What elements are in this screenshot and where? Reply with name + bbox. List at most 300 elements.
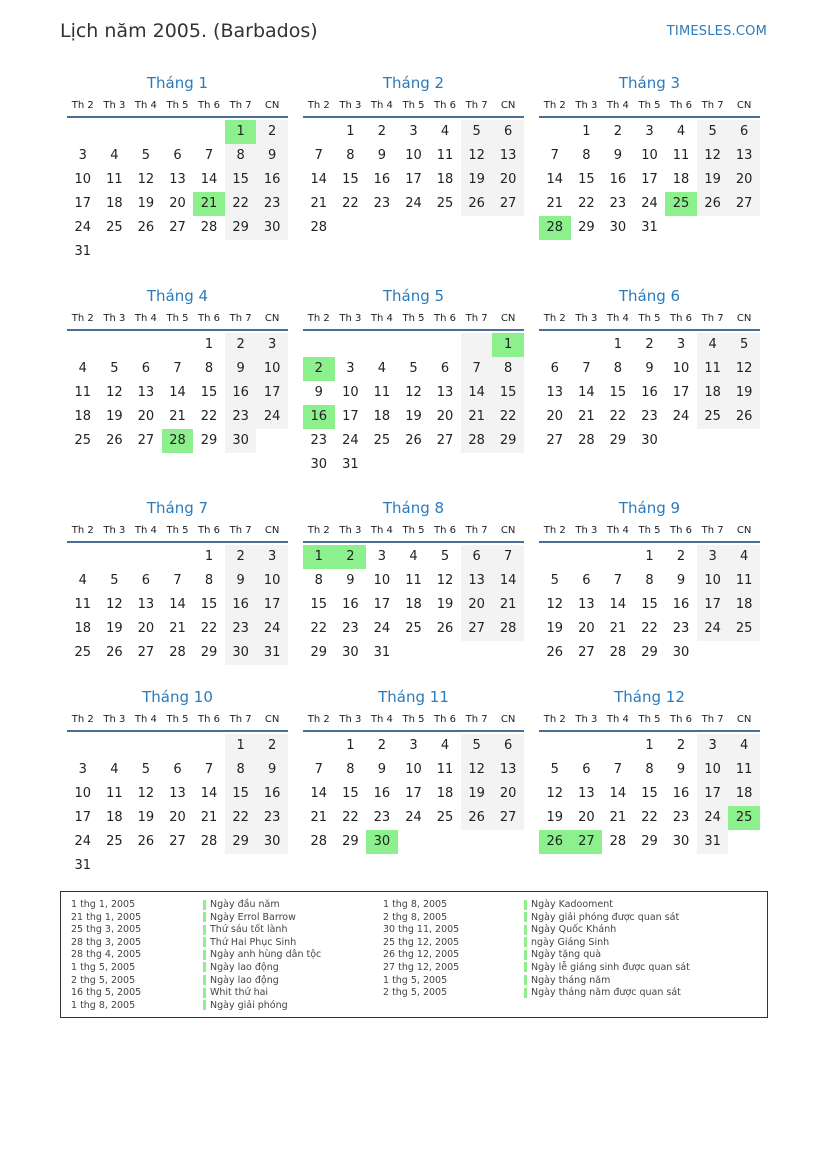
month-calendar — [67, 285, 288, 453]
holiday-name: Ngày Errol Barrow — [210, 911, 296, 923]
month-title: Tháng 2 — [382, 74, 445, 92]
holiday-day-cell: 25 — [665, 192, 697, 216]
calendar-week — [67, 405, 288, 429]
weekday-label: Th 6 — [198, 313, 221, 324]
holiday-marker — [203, 937, 206, 947]
weekday-label: Th 4 — [606, 313, 629, 324]
day-cell: 14 — [169, 597, 186, 612]
weekend-day-cell: 20 — [728, 168, 760, 192]
calendar-week — [303, 734, 524, 758]
weekend-day-cell: 28 — [461, 429, 493, 453]
page-title: Lịch năm 2005. (Barbados) — [60, 20, 318, 42]
calendar-week — [303, 120, 524, 144]
weekday-label: Th 3 — [103, 714, 126, 725]
calendar-week — [67, 240, 288, 264]
day-cell: 15 — [578, 172, 595, 187]
empty-day-cell — [461, 333, 493, 357]
day-cell: 19 — [137, 196, 155, 211]
holiday-marker — [203, 925, 206, 935]
empty-day-cell — [429, 216, 461, 240]
weekday-header — [303, 521, 524, 543]
day-cell: 22 — [342, 810, 359, 825]
day-cell: 21 — [546, 196, 564, 211]
holiday-marker — [203, 950, 206, 960]
weekend-day-cell: 13 — [492, 758, 524, 782]
holiday-date: 25 thg 12, 2005 — [383, 936, 460, 948]
weekend-day-cell: 2 — [225, 333, 257, 357]
weekday-label: Th 5 — [166, 525, 189, 536]
calendar-week — [303, 333, 524, 357]
calendar-week — [303, 806, 524, 830]
holiday-marker — [524, 937, 527, 947]
calendar-week — [303, 168, 524, 192]
empty-day-cell — [366, 333, 398, 357]
day-cell: 9 — [676, 573, 686, 588]
weekday-label: CN — [736, 100, 752, 111]
day-cell: 5 — [550, 573, 559, 588]
holiday-day-cell: 28 — [539, 216, 571, 240]
day-cell: 9 — [377, 762, 387, 777]
calendar-week — [539, 545, 760, 569]
day-cell: 19 — [546, 810, 564, 825]
weekday-label: Th 2 — [71, 525, 94, 536]
weekday-label: Th 2 — [543, 100, 566, 111]
day-cell: 9 — [314, 385, 323, 400]
day-cell: 12 — [106, 385, 123, 400]
calendar-week — [539, 641, 760, 665]
day-cell: 11 — [672, 148, 690, 163]
calendar-week — [67, 806, 288, 830]
day-cell: 12 — [137, 172, 155, 187]
day-cell: 18 — [436, 172, 454, 187]
day-cell: 21 — [310, 196, 328, 211]
day-cell: 25 — [405, 621, 422, 636]
empty-day-cell — [99, 545, 131, 569]
holiday-day-cell: 25 — [728, 806, 760, 830]
holiday-entry — [203, 912, 321, 925]
weekday-label: Th 3 — [103, 100, 126, 111]
day-cell: 28 — [200, 834, 218, 849]
day-cell: 25 — [74, 645, 92, 660]
day-cell: 19 — [106, 409, 123, 424]
day-cell: 22 — [342, 196, 359, 211]
weekday-label: Th 6 — [434, 313, 457, 324]
calendar-week — [303, 593, 524, 617]
day-cell: 14 — [578, 385, 595, 400]
weekday-label: Th 3 — [103, 313, 126, 324]
calendar-week — [539, 333, 760, 357]
empty-day-cell — [461, 641, 493, 665]
day-cell: 9 — [645, 361, 654, 376]
holiday-day-cell: 27 — [571, 830, 603, 854]
day-cell: 28 — [169, 645, 186, 660]
empty-day-cell — [225, 854, 257, 878]
day-cell: 5 — [409, 361, 418, 376]
day-cell: 9 — [346, 573, 355, 588]
holiday-day-cell: 1 — [303, 545, 335, 569]
calendar-week — [67, 216, 288, 240]
holiday-name: Ngày giải phóng — [210, 999, 288, 1011]
weekend-day-cell: 17 — [697, 593, 729, 617]
holiday-entry — [203, 962, 321, 975]
weekday-label: Th 6 — [670, 100, 693, 111]
day-cell: 20 — [546, 409, 564, 424]
weekend-day-cell: 6 — [461, 545, 493, 569]
day-cell: 15 — [200, 385, 218, 400]
day-cell: 6 — [141, 573, 151, 588]
day-cell: 21 — [200, 810, 218, 825]
day-cell: 6 — [173, 148, 182, 163]
weekend-day-cell: 19 — [697, 168, 729, 192]
day-cell: 14 — [609, 786, 627, 801]
day-cell: 16 — [609, 172, 627, 187]
day-cell: 29 — [342, 834, 359, 849]
day-cell: 31 — [342, 457, 359, 472]
weekday-label: Th 2 — [71, 714, 94, 725]
day-cell: 4 — [110, 762, 119, 777]
day-cell: 1 — [204, 337, 214, 352]
weekday-label: CN — [736, 525, 752, 536]
day-cell: 29 — [641, 645, 658, 660]
empty-day-cell — [130, 333, 162, 357]
weekend-day-cell: 15 — [492, 381, 524, 405]
holiday-name: Ngày lao động — [210, 961, 279, 973]
day-cell: 11 — [106, 786, 123, 801]
day-cell: 8 — [204, 361, 214, 376]
day-cell: 3 — [78, 148, 87, 163]
weekend-day-cell: 9 — [256, 144, 288, 168]
calendar-week — [539, 429, 760, 453]
day-cell: 1 — [613, 337, 623, 352]
weekday-label: Th 5 — [402, 313, 425, 324]
calendar-week — [67, 569, 288, 593]
day-cell: 4 — [676, 124, 686, 139]
weekend-day-cell: 27 — [492, 806, 524, 830]
day-cell: 4 — [409, 549, 418, 564]
empty-day-cell — [697, 216, 729, 240]
weekend-day-cell: 16 — [256, 782, 288, 806]
calendar-week — [539, 830, 760, 854]
day-cell: 22 — [200, 409, 218, 424]
day-cell: 13 — [578, 786, 595, 801]
weekend-day-cell: 3 — [697, 734, 729, 758]
empty-day-cell — [99, 854, 131, 878]
holiday-names-right — [524, 899, 690, 1000]
weekday-label: Th 4 — [606, 525, 629, 536]
holiday-name: Ngày Quốc Khánh — [531, 924, 617, 936]
weekend-day-cell: 13 — [492, 144, 524, 168]
day-cell: 29 — [310, 645, 328, 660]
day-cell: 5 — [110, 361, 119, 376]
day-cell: 12 — [546, 786, 564, 801]
day-cell: 17 — [74, 196, 92, 211]
holiday-names-left — [203, 899, 321, 1012]
day-cell: 17 — [373, 597, 391, 612]
day-cell: 8 — [645, 573, 654, 588]
holiday-name: Ngày lao động — [210, 974, 279, 986]
day-cell: 26 — [106, 645, 123, 660]
calendar-week — [539, 593, 760, 617]
weekend-day-cell: 3 — [256, 333, 288, 357]
day-cell: 8 — [204, 573, 214, 588]
day-cell: 26 — [106, 433, 123, 448]
weekend-day-cell: 18 — [728, 782, 760, 806]
day-cell: 5 — [550, 762, 559, 777]
site-brand-link[interactable]: TIMESLES.COM — [666, 24, 767, 39]
weekday-label: Th 5 — [638, 100, 661, 111]
empty-day-cell — [602, 734, 634, 758]
day-cell: 31 — [641, 220, 658, 235]
empty-day-cell — [67, 120, 99, 144]
holiday-day-cell: 26 — [539, 830, 571, 854]
holiday-name: Thứ sáu tốt lành — [210, 924, 288, 936]
day-cell: 7 — [204, 148, 214, 163]
weekday-header — [539, 96, 760, 118]
day-cell: 15 — [609, 385, 627, 400]
empty-day-cell — [429, 830, 461, 854]
holiday-entry — [524, 937, 690, 950]
weekend-day-cell: 24 — [697, 806, 729, 830]
day-cell: 2 — [676, 549, 686, 564]
weekend-day-cell: 30 — [225, 641, 257, 665]
day-cell: 11 — [106, 172, 123, 187]
weekday-label: CN — [500, 525, 516, 536]
weekday-label: Th 5 — [402, 525, 425, 536]
weekend-day-cell: 11 — [697, 357, 729, 381]
day-cell: 10 — [342, 385, 359, 400]
day-cell: 1 — [582, 124, 591, 139]
weekday-label: Th 7 — [701, 525, 724, 536]
day-cell: 5 — [141, 148, 151, 163]
empty-day-cell — [728, 216, 760, 240]
month-title: Tháng 6 — [618, 287, 681, 305]
day-cell: 23 — [342, 621, 359, 636]
day-cell: 24 — [405, 810, 422, 825]
day-cell: 24 — [672, 409, 690, 424]
day-cell: 29 — [641, 834, 658, 849]
empty-day-cell — [571, 545, 603, 569]
weekday-label: Th 3 — [339, 313, 362, 324]
holiday-marker — [524, 988, 527, 998]
day-cell: 8 — [314, 573, 323, 588]
day-cell: 22 — [200, 621, 218, 636]
day-cell: 29 — [609, 433, 627, 448]
calendar-week — [67, 120, 288, 144]
day-cell: 22 — [578, 196, 595, 211]
weekend-day-cell: 6 — [492, 734, 524, 758]
weekday-label: Th 7 — [229, 525, 252, 536]
day-cell: 15 — [200, 597, 218, 612]
month-calendar — [539, 497, 760, 665]
weekday-label: Th 4 — [370, 525, 393, 536]
weekend-day-cell: 19 — [461, 782, 493, 806]
holiday-dates-left — [71, 899, 141, 1012]
day-cell: 25 — [106, 220, 123, 235]
day-cell: 7 — [204, 762, 214, 777]
weekday-label: Th 6 — [670, 714, 693, 725]
day-cell: 21 — [169, 409, 186, 424]
day-cell: 26 — [405, 433, 422, 448]
holiday-day-cell: 16 — [303, 405, 335, 429]
weekend-day-cell: 30 — [256, 216, 288, 240]
weekday-label: CN — [264, 313, 280, 324]
weekend-day-cell: 26 — [728, 405, 760, 429]
empty-day-cell — [461, 453, 493, 477]
holiday-entry — [203, 949, 321, 962]
weekend-day-cell: 5 — [461, 120, 493, 144]
holiday-date: 27 thg 12, 2005 — [383, 961, 460, 973]
day-cell: 2 — [377, 124, 387, 139]
calendar-week — [539, 569, 760, 593]
empty-day-cell — [429, 333, 461, 357]
weekday-label: Th 7 — [229, 714, 252, 725]
day-cell: 26 — [137, 220, 155, 235]
calendar-week — [303, 569, 524, 593]
weekend-day-cell: 9 — [256, 758, 288, 782]
weekend-day-cell: 15 — [225, 168, 257, 192]
holiday-marker — [524, 962, 527, 972]
day-cell: 20 — [169, 196, 186, 211]
weekday-label: Th 4 — [606, 100, 629, 111]
weekend-day-cell: 9 — [225, 569, 257, 593]
empty-day-cell — [162, 734, 194, 758]
weekend-day-cell: 25 — [697, 405, 729, 429]
weekday-label: Th 3 — [575, 714, 598, 725]
day-cell: 10 — [74, 172, 92, 187]
day-cell: 29 — [200, 433, 218, 448]
weekend-day-cell: 14 — [492, 569, 524, 593]
weekday-label: Th 5 — [166, 714, 189, 725]
month-calendar — [67, 686, 288, 878]
weekend-day-cell: 30 — [256, 830, 288, 854]
day-cell: 1 — [645, 738, 654, 753]
day-cell: 31 — [74, 858, 92, 873]
weekday-header — [539, 710, 760, 732]
day-cell: 22 — [641, 810, 658, 825]
day-cell: 28 — [609, 645, 627, 660]
weekend-day-cell: 20 — [461, 593, 493, 617]
month-calendar — [303, 497, 524, 665]
weekend-day-cell: 24 — [697, 617, 729, 641]
weekday-label: Th 5 — [638, 525, 661, 536]
weekday-label: CN — [264, 525, 280, 536]
day-cell: 7 — [173, 361, 182, 376]
holiday-name: Ngày anh hùng dân tộc — [210, 949, 322, 961]
month-calendar — [67, 72, 288, 264]
empty-day-cell — [492, 641, 524, 665]
holiday-marker — [524, 975, 527, 985]
calendar-week — [539, 216, 760, 240]
holiday-name: Whit thứ hai — [210, 987, 269, 999]
holiday-name: Ngày tặng quà — [531, 949, 602, 961]
calendar-week — [303, 782, 524, 806]
month-calendar — [303, 686, 524, 854]
day-cell: 11 — [74, 385, 92, 400]
holiday-date: 1 thg 8, 2005 — [71, 999, 136, 1011]
day-cell: 7 — [613, 573, 623, 588]
empty-day-cell — [67, 333, 99, 357]
holiday-date: 2 thg 8, 2005 — [383, 911, 448, 923]
day-cell: 11 — [373, 385, 391, 400]
holiday-marker — [203, 900, 206, 910]
day-cell: 4 — [440, 738, 450, 753]
weekday-label: CN — [500, 100, 516, 111]
weekend-day-cell: 14 — [461, 381, 493, 405]
month-title: Tháng 12 — [614, 688, 685, 706]
weekday-label: Th 5 — [166, 313, 189, 324]
holiday-marker — [524, 900, 527, 910]
weekday-label: Th 6 — [434, 714, 457, 725]
weekday-label: Th 2 — [307, 100, 330, 111]
weekday-label: Th 2 — [307, 525, 330, 536]
day-cell: 10 — [74, 786, 92, 801]
day-cell: 20 — [137, 409, 155, 424]
weekend-day-cell: 1 — [225, 734, 257, 758]
day-cell: 23 — [672, 810, 690, 825]
weekday-header — [539, 309, 760, 331]
empty-day-cell — [728, 830, 760, 854]
day-cell: 2 — [613, 124, 623, 139]
day-cell: 17 — [672, 385, 690, 400]
day-cell: 21 — [578, 409, 595, 424]
day-cell: 19 — [546, 621, 564, 636]
day-cell: 8 — [346, 762, 355, 777]
weekday-label: Th 2 — [543, 714, 566, 725]
weekend-day-cell: 5 — [697, 120, 729, 144]
calendar-week — [303, 453, 524, 477]
holiday-name: Ngày tháng năm được quan sát — [531, 987, 681, 999]
weekday-label: CN — [264, 714, 280, 725]
calendar-week — [539, 168, 760, 192]
calendar-week — [539, 617, 760, 641]
weekend-day-cell: 18 — [728, 593, 760, 617]
day-cell: 22 — [609, 409, 627, 424]
weekend-day-cell: 10 — [256, 569, 288, 593]
holiday-entry — [524, 924, 690, 937]
holiday-entry — [524, 975, 690, 988]
weekday-label: Th 4 — [370, 313, 393, 324]
day-cell: 19 — [405, 409, 422, 424]
day-cell: 3 — [409, 124, 418, 139]
day-cell: 30 — [342, 645, 359, 660]
day-cell: 21 — [609, 621, 627, 636]
weekday-label: Th 2 — [307, 714, 330, 725]
weekend-day-cell: 16 — [225, 593, 257, 617]
weekday-label: CN — [500, 313, 516, 324]
empty-day-cell — [398, 216, 430, 240]
empty-day-cell — [193, 854, 225, 878]
day-cell: 10 — [373, 573, 391, 588]
day-cell: 6 — [582, 762, 591, 777]
day-cell: 20 — [169, 810, 186, 825]
calendar-week — [67, 758, 288, 782]
empty-day-cell — [366, 216, 398, 240]
holiday-date: 26 thg 12, 2005 — [383, 949, 460, 961]
weekend-day-cell: 26 — [461, 192, 493, 216]
weekday-label: Th 7 — [465, 313, 488, 324]
day-cell: 17 — [405, 786, 422, 801]
empty-day-cell — [256, 429, 288, 453]
month-title: Tháng 3 — [618, 74, 681, 92]
day-cell: 4 — [78, 573, 87, 588]
weekday-label: Th 3 — [339, 100, 362, 111]
holiday-marker — [203, 1000, 206, 1010]
calendar-week — [67, 333, 288, 357]
month-calendar — [539, 686, 760, 854]
holiday-name: Ngày đầu năm — [210, 899, 280, 910]
empty-day-cell — [162, 120, 194, 144]
holiday-date: 1 thg 5, 2005 — [71, 961, 136, 973]
